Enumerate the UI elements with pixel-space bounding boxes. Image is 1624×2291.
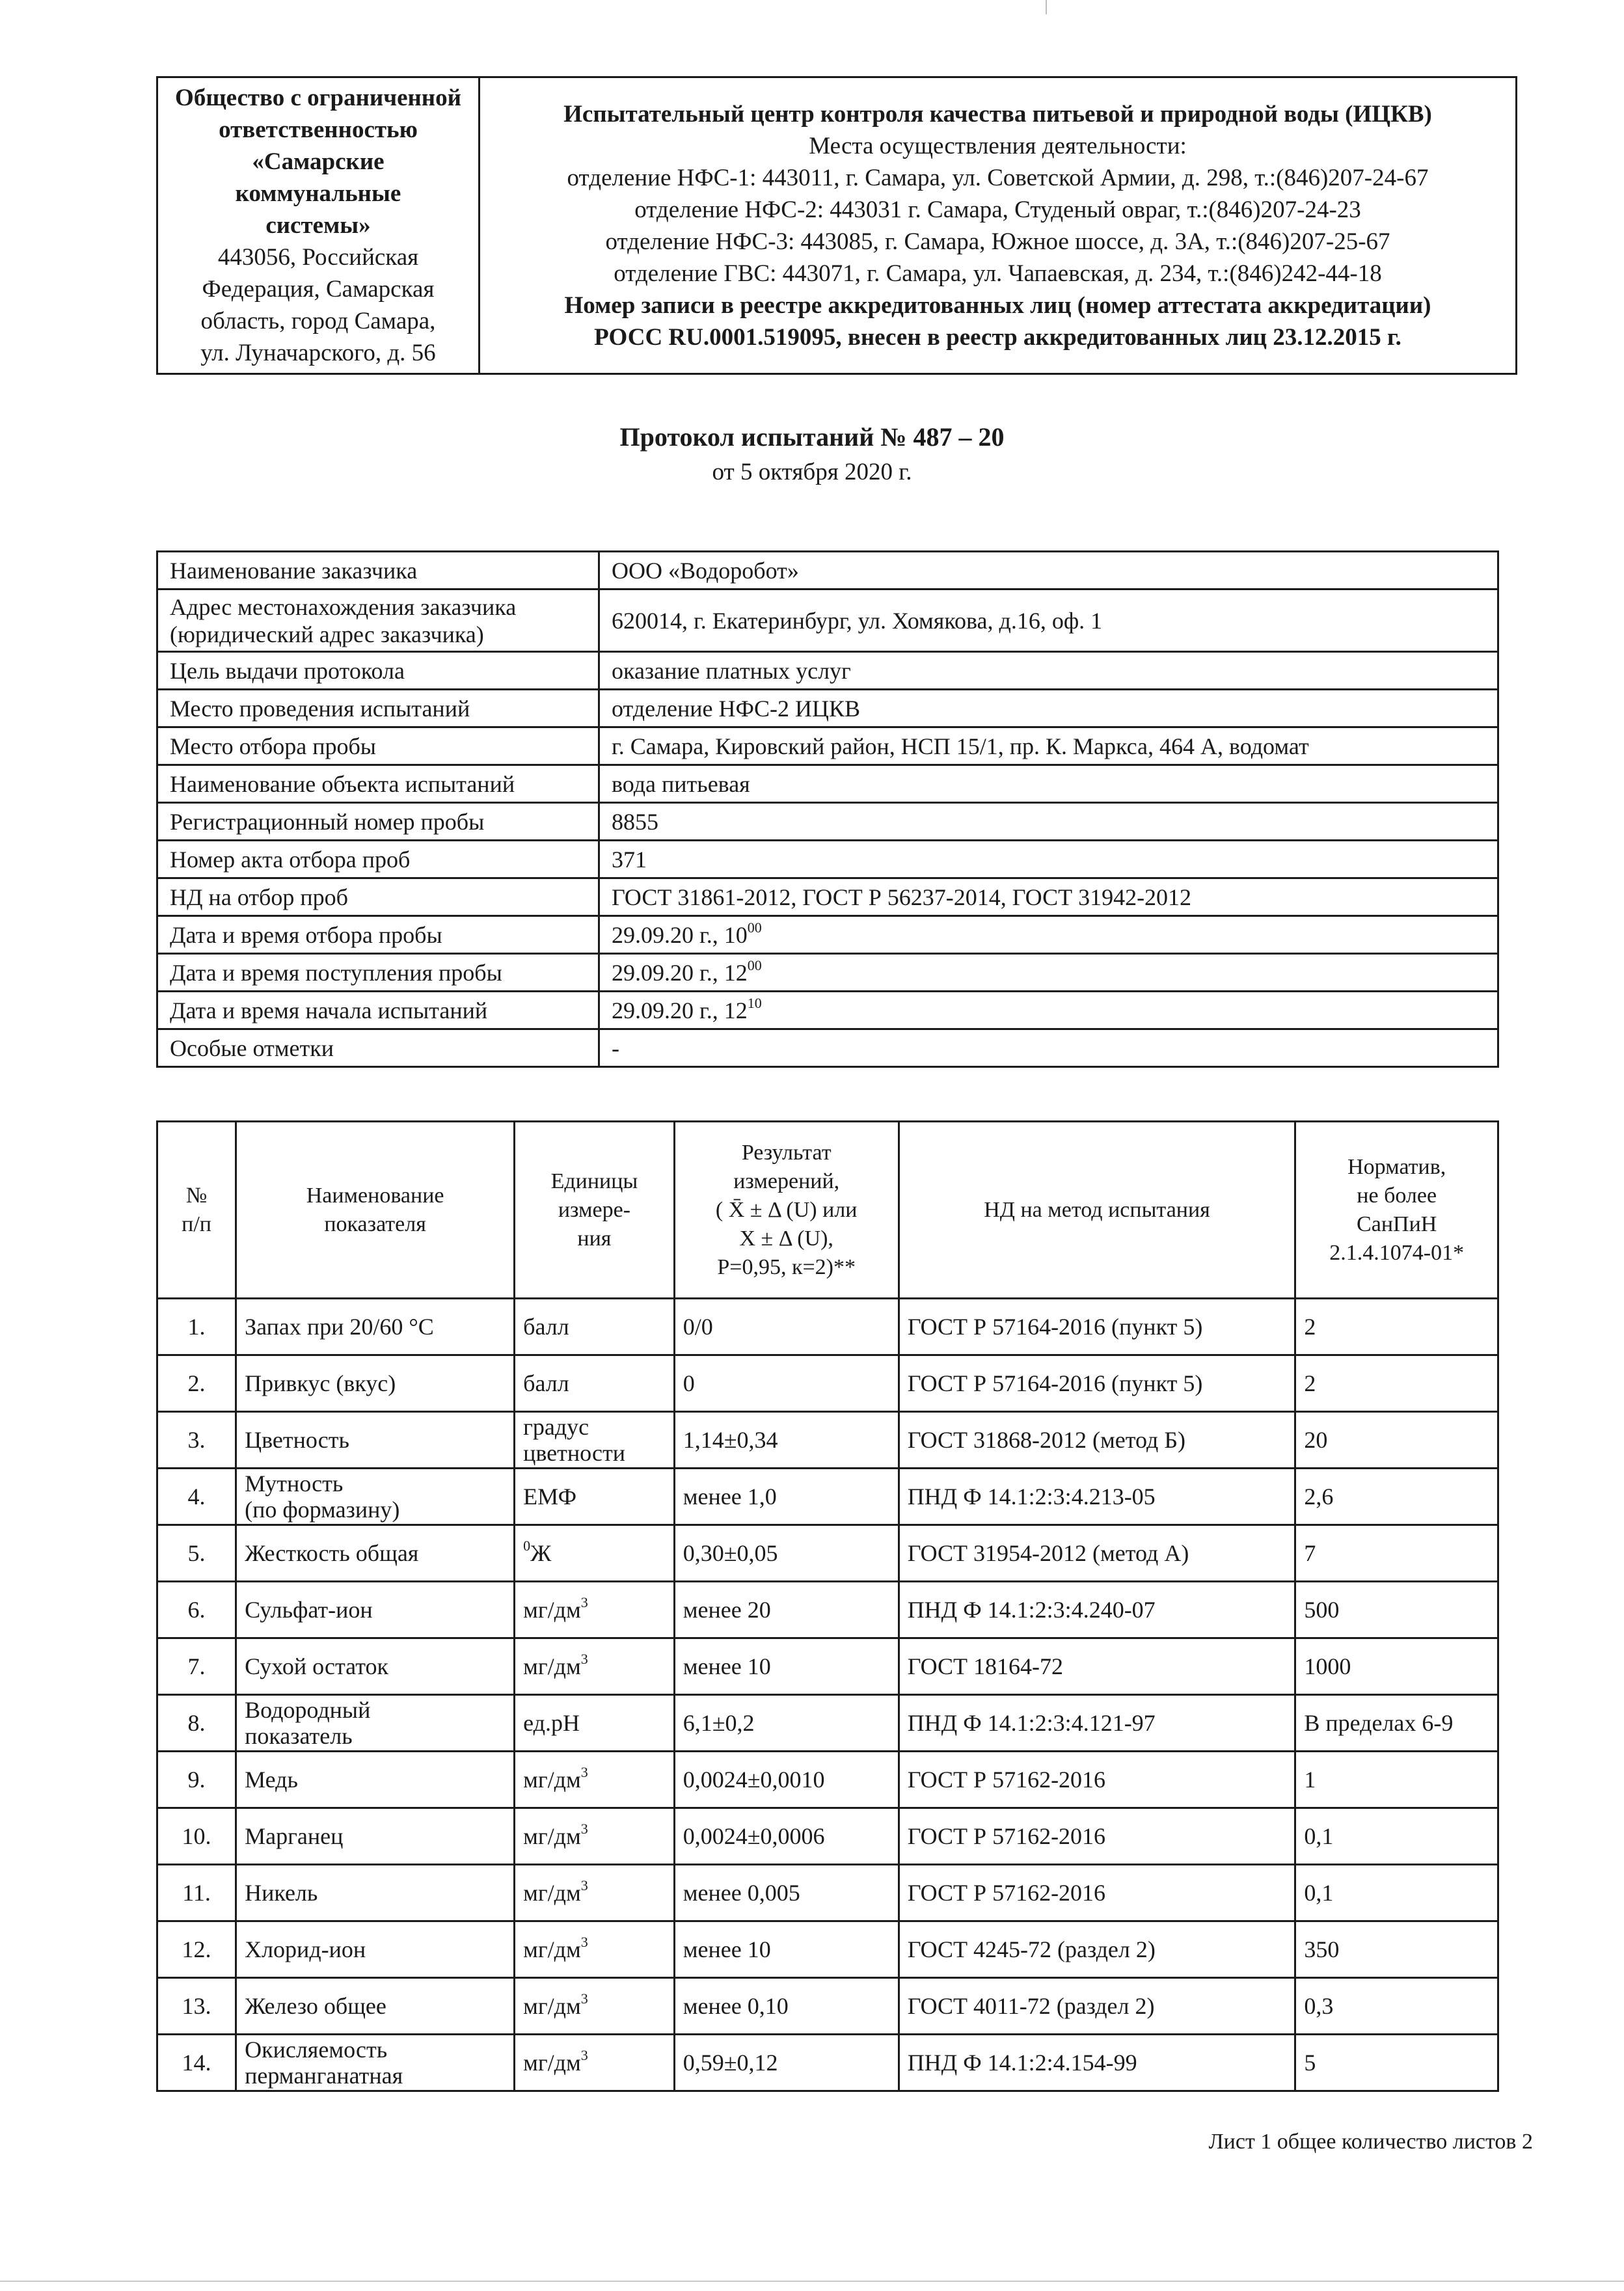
table-row — [157, 2035, 1498, 2091]
unit: ед.pH — [515, 1695, 675, 1752]
row-number: 14. — [157, 2035, 236, 2091]
org-name-line: «Самарские — [252, 148, 385, 175]
header-text: X ± Δ (U), — [739, 1226, 833, 1251]
info-value-text: 29.09.20 г., 12 — [612, 959, 748, 986]
test-method: ГОСТ Р 57162-2016 — [899, 1865, 1295, 1921]
info-value: оказание платных услуг — [599, 652, 1498, 690]
info-value: 8855 — [599, 803, 1498, 841]
results-table — [156, 1120, 1499, 2092]
org-name-line: системы» — [265, 212, 371, 239]
info-key: Особые отметки — [157, 1029, 599, 1067]
unit-text: мг/дм — [523, 2050, 581, 2076]
department-line: отделение НФС-1: 443011, г. Самара, ул. Советской Армии, д. 298, т.:(846)207-24-67 — [567, 164, 1429, 191]
header-text: п/п — [182, 1212, 211, 1236]
row-number: 3. — [157, 1412, 236, 1469]
time-minutes: 00 — [747, 956, 762, 973]
info-value-text: 29.09.20 г., 12 — [612, 997, 748, 1023]
test-method: ГОСТ 31954-2012 (метод А) — [899, 1525, 1295, 1582]
result-value: 1,14±0,34 — [674, 1412, 899, 1469]
norm-value: 1000 — [1295, 1638, 1498, 1695]
time-minutes: 10 — [747, 994, 762, 1011]
test-method: ГОСТ 18164-72 — [899, 1638, 1295, 1695]
row-number: 5. — [157, 1525, 236, 1582]
unit-text: мг/дм — [523, 1880, 581, 1906]
unit-text: мг/дм — [523, 1653, 581, 1679]
info-key: Место проведения испытаний — [157, 690, 599, 727]
norm-value: В пределах 6-9 — [1295, 1695, 1498, 1752]
scan-mark — [1046, 0, 1047, 14]
unit-text: мг/дм — [523, 1936, 581, 1962]
unit-text: Ж — [530, 1540, 552, 1566]
header-text: Результат — [741, 1140, 832, 1165]
header-norm — [1295, 1122, 1498, 1299]
table-row — [157, 1695, 1498, 1752]
table-row — [157, 1638, 1498, 1695]
header-text: Р=0,95, к=2)** — [717, 1254, 856, 1279]
info-key: Дата и время отбора пробы — [157, 916, 599, 954]
department-line: отделение НФС-3: 443085, г. Самара, Южное шоссе, д. 3А, т.:(846)207-25-67 — [605, 228, 1390, 255]
info-key: Цель выдачи протокола — [157, 652, 599, 690]
header-name — [236, 1122, 515, 1299]
indicator-name: Сухой остаток — [236, 1638, 515, 1695]
department-line: отделение НФС-2: 443031 г. Самара, Студеный овраг, т.:(846)207-24-23 — [634, 196, 1361, 223]
test-method: ГОСТ 4011-72 (раздел 2) — [899, 1978, 1295, 2035]
info-value-text: 29.09.20 г., 10 — [612, 921, 748, 948]
info-key: Дата и время поступления пробы — [157, 954, 599, 992]
norm-value: 350 — [1295, 1921, 1498, 1978]
unit-text: мг/дм — [523, 1823, 581, 1849]
info-row — [157, 803, 1498, 841]
test-method: ГОСТ 4245-72 (раздел 2) — [899, 1921, 1295, 1978]
norm-value: 2 — [1295, 1299, 1498, 1355]
table-row — [157, 1752, 1498, 1808]
test-method: ПНД Ф 14.1:2:3:4.121-97 — [899, 1695, 1295, 1752]
unit — [515, 1582, 675, 1638]
row-number: 13. — [157, 1978, 236, 2035]
table-row — [157, 1978, 1498, 2035]
result-value: менее 0,10 — [674, 1978, 899, 2035]
info-key: Регистрационный номер пробы — [157, 803, 599, 841]
table-row — [157, 1582, 1498, 1638]
info-row — [157, 916, 1498, 954]
info-value: ГОСТ 31861-2012, ГОСТ Р 56237-2014, ГОСТ 31942-2012 — [599, 878, 1498, 916]
info-value: вода питьевая — [599, 765, 1498, 803]
org-name-line: Общество с ограниченной — [175, 85, 461, 111]
test-method: ГОСТ 31868-2012 (метод Б) — [899, 1412, 1295, 1469]
indicator-name — [236, 2035, 515, 2091]
page-edge-line — [0, 2281, 1624, 2282]
table-row — [157, 1921, 1498, 1978]
info-key-line: (юридический адрес заказчика) — [170, 621, 484, 647]
info-value — [599, 954, 1498, 992]
indicator-name: Цветность — [236, 1412, 515, 1469]
row-number: 9. — [157, 1752, 236, 1808]
places-title: Места осуществления деятельности: — [809, 132, 1187, 159]
result-value: менее 1,0 — [674, 1469, 899, 1525]
info-row — [157, 992, 1498, 1029]
info-key-line: Адрес местонахождения заказчика — [170, 593, 517, 620]
unit — [515, 1752, 675, 1808]
header-no — [157, 1122, 236, 1299]
test-center-cell — [480, 77, 1517, 374]
row-number: 12. — [157, 1921, 236, 1978]
result-value: менее 10 — [674, 1921, 899, 1978]
info-row — [157, 765, 1498, 803]
unit-sup: 3 — [580, 1764, 588, 1780]
org-name-line: коммунальные — [235, 180, 401, 207]
indicator-name-line: показатель — [245, 1723, 353, 1749]
norm-value: 2 — [1295, 1355, 1498, 1412]
norm-value: 2,6 — [1295, 1469, 1498, 1525]
indicator-name: Хлорид-ион — [236, 1921, 515, 1978]
unit-sup: 3 — [580, 2047, 588, 2063]
info-key: Дата и время начала испытаний — [157, 992, 599, 1029]
unit: балл — [515, 1299, 675, 1355]
indicator-name: Медь — [236, 1752, 515, 1808]
protocol-title: Протокол испытаний № 487 – 20 — [619, 422, 1005, 452]
row-number: 11. — [157, 1865, 236, 1921]
norm-value: 500 — [1295, 1582, 1498, 1638]
unit — [515, 1412, 675, 1469]
info-value: отделение НФС-2 ИЦКВ — [599, 690, 1498, 727]
result-value: 0/0 — [674, 1299, 899, 1355]
table-row — [157, 1355, 1498, 1412]
table-row — [157, 1808, 1498, 1865]
info-row — [157, 552, 1498, 590]
info-key: Номер акта отбора проб — [157, 841, 599, 878]
unit-line: цветности — [523, 1440, 626, 1466]
sheet-counter: Лист 1 общее количество листов 2 — [1208, 2130, 1533, 2154]
info-row — [157, 954, 1498, 992]
org-address-line: 443056, Российская — [217, 244, 419, 271]
result-value: 0,30±0,05 — [674, 1525, 899, 1582]
org-address-line: ул. Луначарского, д. 56 — [200, 340, 436, 366]
org-address-line: область, город Самара, — [200, 308, 436, 334]
table-row — [157, 1469, 1498, 1525]
results-header-row — [157, 1122, 1498, 1299]
unit-line: градус — [523, 1414, 589, 1440]
header-text: не более — [1357, 1183, 1437, 1208]
table-row — [157, 1865, 1498, 1921]
registry-line: Номер записи в реестре аккредитованных лиц (номер аттестата аккредитации) — [564, 291, 1431, 319]
time-minutes: 00 — [747, 919, 762, 936]
indicator-name-line: Окисляемость — [245, 2037, 388, 2063]
unit-sup: 3 — [580, 1934, 588, 1950]
info-row — [157, 652, 1498, 690]
info-value: г. Самара, Кировский район, НСП 15/1, пр. К. Маркса, 464 А, водомат — [599, 727, 1498, 765]
indicator-name-line: Водородный — [245, 1697, 371, 1723]
header-text: ( X̄ ± Δ (U) или — [715, 1197, 858, 1222]
info-row — [157, 878, 1498, 916]
test-method: ПНД Ф 14.1:2:3:4.240-07 — [899, 1582, 1295, 1638]
header-text: Единицы — [550, 1169, 638, 1193]
unit-sup: 3 — [580, 1877, 588, 1893]
info-row — [157, 590, 1498, 652]
result-value: менее 20 — [674, 1582, 899, 1638]
unit: балл — [515, 1355, 675, 1412]
unit-sup: 3 — [580, 1594, 588, 1610]
indicator-name: Железо общее — [236, 1978, 515, 2035]
unit — [515, 1865, 675, 1921]
header-method: НД на метод испытания — [899, 1122, 1295, 1299]
table-row — [157, 1299, 1498, 1355]
unit — [515, 1921, 675, 1978]
test-method: ПНД Ф 14.1:2:3:4.213-05 — [899, 1469, 1295, 1525]
indicator-name — [236, 1695, 515, 1752]
unit-text: мг/дм — [523, 1767, 581, 1793]
department-line: отделение ГВС: 443071, г. Самара, ул. Чапаевская, д. 234, т.:(846)242-44-18 — [614, 260, 1382, 287]
info-value — [599, 916, 1498, 954]
info-row — [157, 1029, 1498, 1067]
test-center-title: Испытательный центр контроля качества питьевой и природной воды (ИЦКВ) — [563, 100, 1432, 128]
result-value: 0 — [674, 1355, 899, 1412]
unit-sup: 3 — [580, 1651, 588, 1667]
org-name-line: ответственностью — [219, 116, 418, 143]
row-number: 6. — [157, 1582, 236, 1638]
indicator-name-line: перманганатная — [245, 2063, 403, 2089]
header-text: СанПиН — [1357, 1212, 1437, 1236]
indicator-name: Сульфат-ион — [236, 1582, 515, 1638]
header-text: 2.1.4.1074-01* — [1329, 1240, 1465, 1265]
indicator-name — [236, 1469, 515, 1525]
norm-value: 0,1 — [1295, 1808, 1498, 1865]
header-text: Наименование — [306, 1183, 444, 1208]
unit-text: мг/дм — [523, 1597, 581, 1623]
row-number: 8. — [157, 1695, 236, 1752]
header-text: показателя — [324, 1212, 426, 1236]
unit — [515, 2035, 675, 2091]
norm-value: 5 — [1295, 2035, 1498, 2091]
row-number: 1. — [157, 1299, 236, 1355]
organization-cell — [157, 77, 480, 374]
header-text: ния — [577, 1226, 612, 1251]
header-text: Норматив, — [1347, 1154, 1446, 1179]
sample-info-table — [156, 550, 1499, 1068]
org-address-line: Федерация, Самарская — [202, 276, 435, 303]
info-value: 620014, г. Екатеринбург, ул. Хомякова, д.16, оф. 1 — [599, 590, 1498, 652]
unit — [515, 1638, 675, 1695]
info-value: ООО «Водоробот» — [599, 552, 1498, 590]
header-text: измере- — [558, 1197, 630, 1222]
norm-value: 0,1 — [1295, 1865, 1498, 1921]
table-row — [157, 1525, 1498, 1582]
info-row — [157, 841, 1498, 878]
norm-value: 20 — [1295, 1412, 1498, 1469]
test-method: ПНД Ф 14.1:2:4.154-99 — [899, 2035, 1295, 2091]
unit — [515, 1525, 675, 1582]
info-value: - — [599, 1029, 1498, 1067]
info-key: Место отбора пробы — [157, 727, 599, 765]
test-method: ГОСТ Р 57162-2016 — [899, 1808, 1295, 1865]
norm-value: 7 — [1295, 1525, 1498, 1582]
info-key: НД на отбор проб — [157, 878, 599, 916]
result-value: 0,59±0,12 — [674, 2035, 899, 2091]
info-row — [157, 690, 1498, 727]
indicator-name: Никель — [236, 1865, 515, 1921]
table-row — [157, 1412, 1498, 1469]
header-block — [156, 76, 1517, 375]
test-method: ГОСТ Р 57164-2016 (пункт 5) — [899, 1355, 1295, 1412]
info-value: 371 — [599, 841, 1498, 878]
indicator-name-line: Мутность — [245, 1471, 344, 1497]
result-value: 0,0024±0,0006 — [674, 1808, 899, 1865]
result-value: 6,1±0,2 — [674, 1695, 899, 1752]
row-number: 7. — [157, 1638, 236, 1695]
indicator-name: Привкус (вкус) — [236, 1355, 515, 1412]
unit — [515, 1808, 675, 1865]
info-key — [157, 590, 599, 652]
norm-value: 1 — [1295, 1752, 1498, 1808]
test-method: ГОСТ Р 57164-2016 (пункт 5) — [899, 1299, 1295, 1355]
info-row — [157, 727, 1498, 765]
row-number: 2. — [157, 1355, 236, 1412]
header-unit — [515, 1122, 675, 1299]
row-number: 10. — [157, 1808, 236, 1865]
norm-value: 0,3 — [1295, 1978, 1498, 2035]
result-value: менее 0,005 — [674, 1865, 899, 1921]
degree-sup: 0 — [523, 1538, 531, 1554]
indicator-name: Жесткость общая — [236, 1525, 515, 1582]
unit: ЕМФ — [515, 1469, 675, 1525]
unit-sup: 3 — [580, 1821, 588, 1837]
info-key: Наименование заказчика — [157, 552, 599, 590]
test-method: ГОСТ Р 57162-2016 — [899, 1752, 1295, 1808]
header-text: измерений, — [733, 1169, 840, 1193]
indicator-name-line: (по формазину) — [245, 1497, 400, 1523]
unit-text: мг/дм — [523, 1993, 581, 2019]
info-value — [599, 992, 1498, 1029]
row-number: 4. — [157, 1469, 236, 1525]
registry-line: РОСС RU.0001.519095, внесен в реестр аккредитованных лиц 23.12.2015 г. — [594, 323, 1401, 351]
info-key: Наименование объекта испытаний — [157, 765, 599, 803]
indicator-name: Запах при 20/60 °С — [236, 1299, 515, 1355]
indicator-name: Марганец — [236, 1808, 515, 1865]
header-result — [674, 1122, 899, 1299]
unit — [515, 1978, 675, 2035]
header-text: № — [185, 1183, 208, 1208]
unit-sup: 3 — [580, 1990, 588, 2007]
result-value: менее 10 — [674, 1638, 899, 1695]
result-value: 0,0024±0,0010 — [674, 1752, 899, 1808]
protocol-date: от 5 октября 2020 г. — [712, 459, 912, 485]
